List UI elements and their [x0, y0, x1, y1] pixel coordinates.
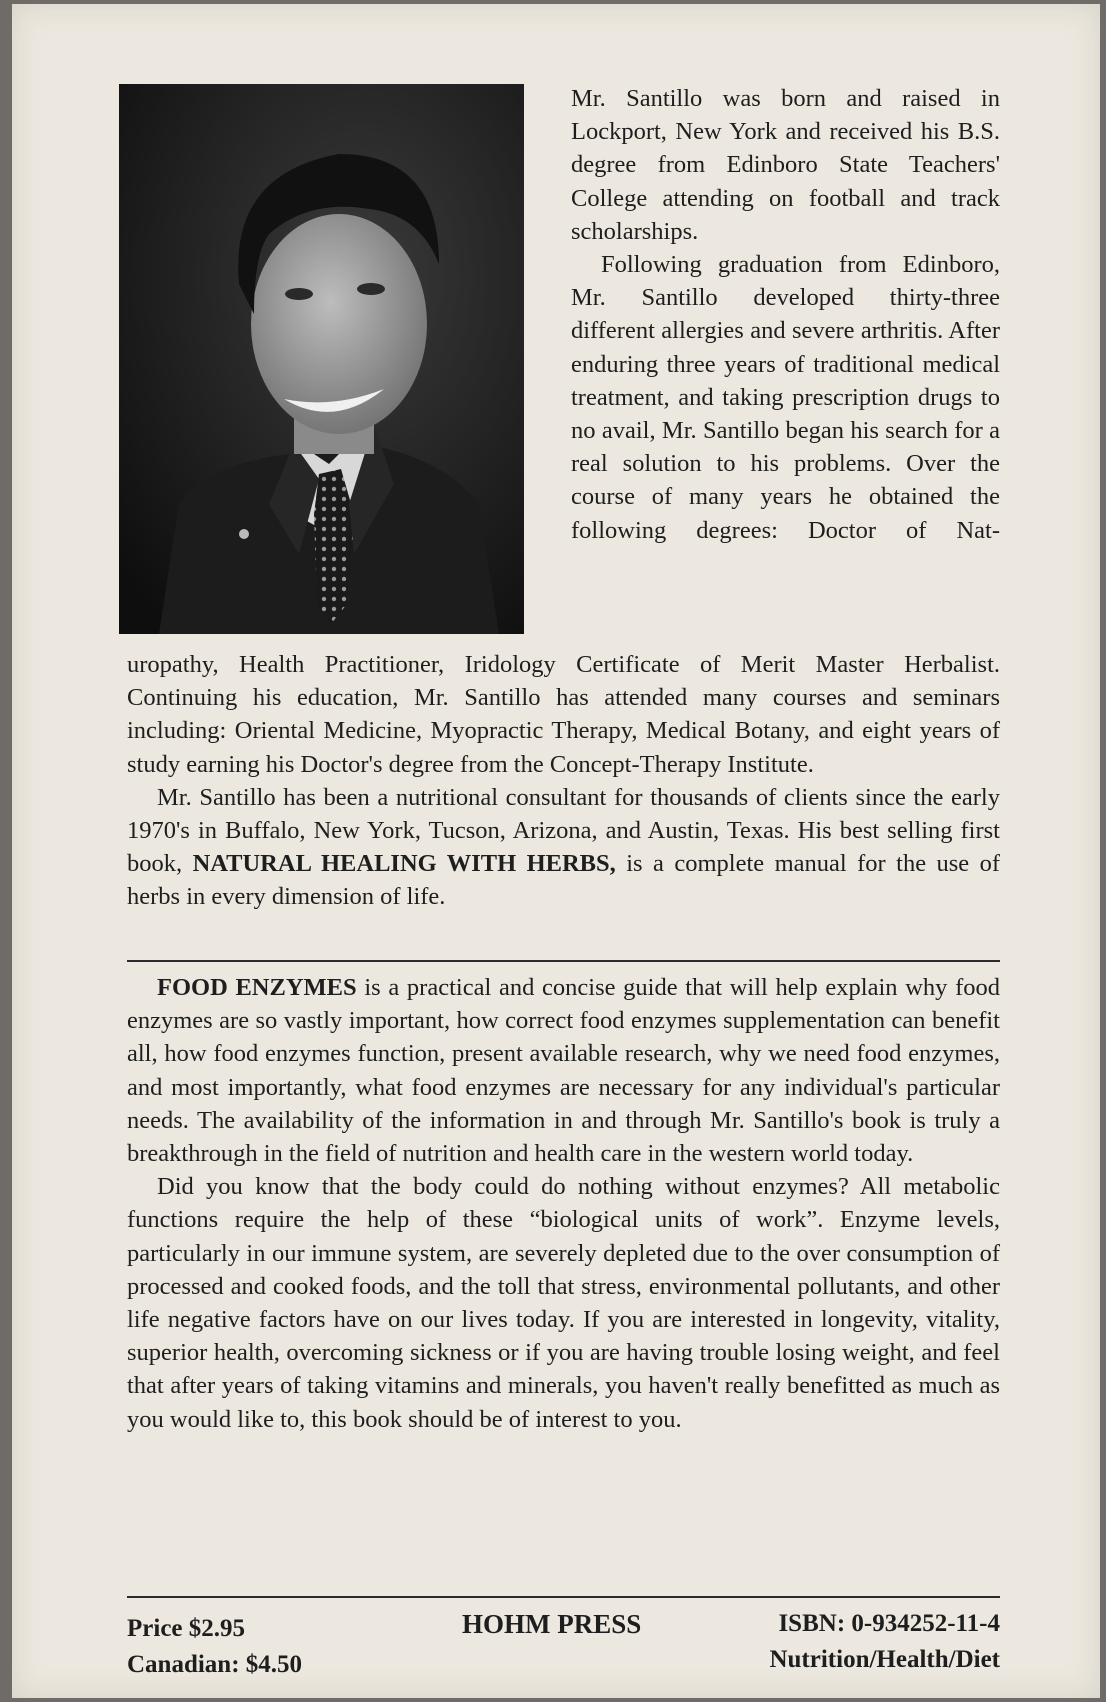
price: Price $2.95 — [127, 1615, 246, 1642]
category: Nutrition/Health/Diet — [769, 1646, 1000, 1673]
canadian-price: Canadian: $4.50 — [127, 1651, 303, 1678]
bio-paragraph-2-rest: uropathy, Health Practitioner, Iridology Certificate of Merit Master Herbalist. Continuing his education, Mr. Santillo has attended many courses and seminars including: Oriental Medicine, Myopractic Therapy, Medical Botany, and eight years of study earning his Doctor's degree from the Concept-Therapy Institute. — [127, 651, 1000, 778]
author-bio-continued — [127, 648, 1000, 914]
author-bio-column — [571, 82, 1000, 547]
bio-paragraph-2-top: Following graduation from Edinboro, Mr. Santillo developed thirty-three different allergies and severe arthritis. After enduring three years of traditional medical treatment, and taking prescription drugs to no avail, Mr. Santillo began his search for a real solution to his problems. Over the course of many years he obtained the following degrees: Doctor of Nat- — [571, 251, 1000, 544]
bio-p3-text: Mr. Santillo has been a nutritional consultant for thousands of clients since the early 1970's in Buffalo, New York, Tucson, Arizona, and Austin, Texas. His best selling first book, — [127, 783, 1000, 878]
price-block — [127, 1611, 302, 1683]
divider-top — [127, 960, 1000, 962]
bio-paragraph-1: Mr. Santillo was born and raised in Lockport, New York and received his B.S. degree from Edinboro State Teachers' College attending on football and track scholarships. — [571, 85, 1000, 245]
back-cover — [12, 4, 1100, 1698]
isbn: ISBN: 0-934252-11-4 — [778, 1610, 1000, 1637]
blurb-paragraph-1 — [127, 971, 1000, 1170]
book-description — [127, 971, 1000, 1436]
author-portrait-image — [119, 84, 524, 634]
bio-p3-end: is a complete manual for the use of herbs in every dimension of life. — [127, 850, 1001, 911]
author-portrait — [119, 84, 524, 634]
blurb-paragraph-2: Did you know that the body could do nothing without enzymes? All metabolic functions require the help of these “biological units of work”. Enzyme levels, particularly in our immune system, are severely depleted due to the over consumption of processed and cooked foods, and the toll that stress, environmental pollutants, and other life negative factors have on our lives today. If you are interested in longevity, vitality, superior health, overcoming sickness or if you are having trouble losing weight, and feel that after years of taking vitamins and minerals, you haven't really benefitted as much as you would like to, this book should be of interest to you. — [127, 1173, 1000, 1433]
isbn-block — [769, 1606, 1000, 1678]
blurb-p1-text: is a practical and concise guide that will help explain why food enzymes are so vastly important, how correct food enzymes supplementation can benefit all, how food enzymes function, present available research, why we need food enzymes, and most importantly, what food enzymes are necessary for any individual's particular needs. The availability of the information in and through Mr. Santillo's book is truly a breakthrough in the field of nutrition and health care in the western world today. — [127, 974, 1001, 1168]
herbs-book-title: NATURAL HEALING WITH HERBS, — [192, 850, 616, 878]
book-title: FOOD ENZYMES — [157, 974, 357, 1001]
publisher: HOHM PRESS — [462, 1609, 642, 1639]
divider-bottom — [127, 1596, 1000, 1598]
bio-paragraph-3 — [127, 781, 1000, 914]
